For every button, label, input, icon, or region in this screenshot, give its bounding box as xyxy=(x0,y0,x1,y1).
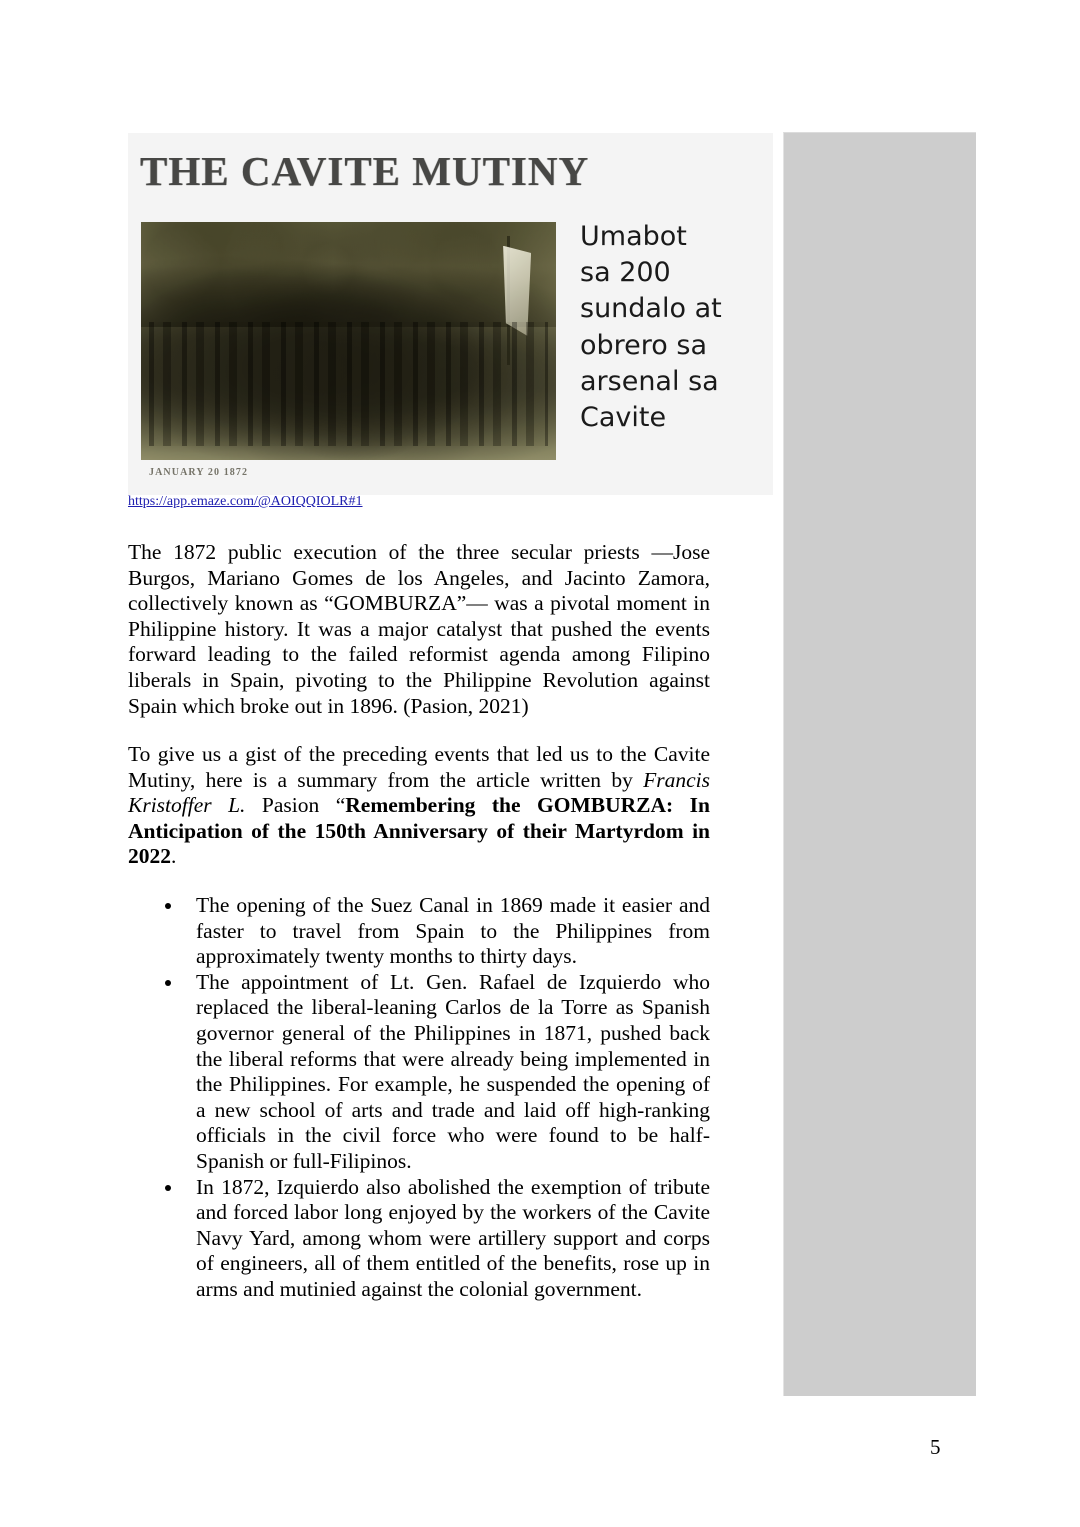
page-number: 5 xyxy=(930,1435,941,1459)
bullet-dot-icon xyxy=(165,903,171,909)
figure-side-text-line-1: Umabot xyxy=(580,221,687,252)
paragraph-article-intro xyxy=(128,742,710,870)
figure-side-text-line-3: sundalo at xyxy=(580,293,722,325)
article-author-italic: Francis Kristoffer L. xyxy=(128,767,710,818)
paragraph-2-tail: . xyxy=(171,844,177,869)
figure-side-text-line-4: obrero sa xyxy=(580,329,707,361)
right-margin-gray-block xyxy=(783,132,976,1396)
article-author-rest: Pasion “ xyxy=(245,793,346,818)
cavite-mutiny-figure xyxy=(128,133,773,495)
paragraph-gomburza-execution: The 1872 public execution of the three secular priests —Jose Burgos, Mariano Gomes de los Angeles, and Jacinto Zamora, collectively known as “GOMBURZA”— was a pivotal moment in Philippine history. It was a major catalyst that pushed the events forward leading to the failed reformist agenda among Filipino liberals in Spain, pivoting to the Philippine Revolution against Spain which broke out in 1896. (Pasion, 2021) xyxy=(128,540,710,718)
figure-title: THE CAVITE MUTINY xyxy=(140,148,590,194)
list-item xyxy=(128,893,710,970)
photo-date-caption: JANUARY 20 1872 xyxy=(149,467,249,478)
figure-side-text xyxy=(580,219,758,436)
figure-source-link[interactable]: https://app.emaze.com/@AOIQQIOLR#1 xyxy=(128,494,363,509)
bullet-text-tribute-abolished: In 1872, Izquierdo also abolished the exemption of tribute and forced labor long enjoyed by the workers of the Cavite Navy Yard, among whom were artillery support and corps of engineers, all of them entitled of the benefits, rose up in arms and mutinied against the colonial government. xyxy=(196,1174,710,1301)
figure-side-text-line-2: sa 200 xyxy=(580,257,671,289)
paragraph-2-lead: To give us a gist of the preceding events that led us to the Cavite Mutiny, here is a summary from the article written by xyxy=(128,742,710,792)
bullet-dot-icon xyxy=(165,980,171,986)
list-item xyxy=(128,970,710,1175)
historic-photograph xyxy=(141,222,556,460)
photo-soldier-row xyxy=(149,322,547,446)
bullet-dot-icon xyxy=(165,1185,171,1191)
article-title-bold: Remembering the GOMBURZA: In Anticipation of the 150th Anniversary of their Martyrdom in 2022 xyxy=(128,793,710,869)
figure-side-text-line-5: arsenal sa xyxy=(580,365,719,397)
list-item xyxy=(128,1175,710,1303)
events-bullet-list xyxy=(128,893,710,1303)
bullet-text-izquierdo-appointment: The appointment of Lt. Gen. Rafael de Izquierdo who replaced the liberal-leaning Carlos de la Torre as Spanish governor general of the Philippines in 1871, pushed back the liberal reforms that were already being implemented in the Philippines. For example, he suspended the opening of a new school of arts and trade and laid off high-ranking officials in the civil force who were found to be half-Spanish or full-Filipinos. xyxy=(196,969,710,1173)
figure-side-text-line-6: Cavite xyxy=(580,401,667,433)
photo-foliage-layer xyxy=(141,222,556,327)
bullet-text-suez-canal: The opening of the Suez Canal in 1869 made it easier and faster to travel from Spain to the Philippines from approximately twenty months to thirty days. xyxy=(196,893,710,969)
